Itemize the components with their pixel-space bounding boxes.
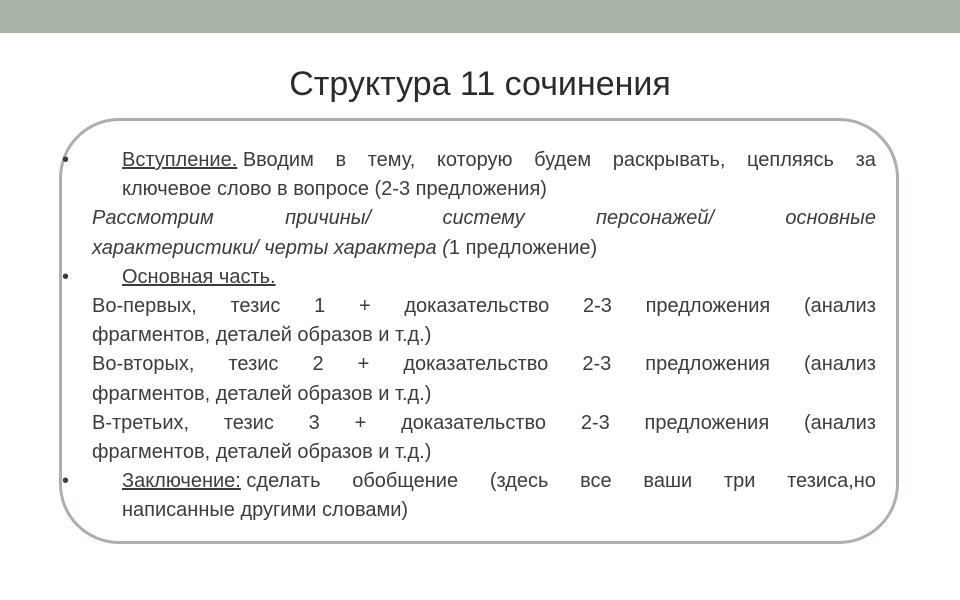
- intro-heading: Вступление.: [122, 149, 238, 171]
- point-3-line-1: В-третьих, тезис 3 + доказательство 2-3 предложения (анализ: [92, 411, 876, 434]
- word: тему,: [367, 149, 416, 171]
- intro-line-1: [62, 146, 876, 175]
- point-3-line-2: фрагментов, деталей образов и т.д.): [92, 441, 432, 464]
- word: будем: [534, 149, 592, 171]
- intro-note-line-1: [92, 204, 876, 233]
- bullet-icon: •: [62, 149, 70, 171]
- word: раскрывать,: [612, 149, 726, 171]
- top-accent-bar: [0, 0, 960, 33]
- word: обобщение: [352, 470, 459, 493]
- conclusion-line-1: [62, 467, 876, 496]
- word: основные: [785, 207, 876, 230]
- slide-title: Структура 11 сочинения: [289, 65, 671, 103]
- word: Рассмотрим: [92, 207, 214, 230]
- conclusion-heading: Заключение:: [122, 470, 241, 493]
- word: причины/: [285, 207, 372, 230]
- word: за: [855, 149, 876, 171]
- slide-content: [62, 146, 876, 526]
- conclusion-first-word: Заключение: сделать: [122, 470, 321, 493]
- word: персонажей/: [595, 207, 715, 230]
- word: цепляясь: [747, 149, 834, 171]
- point-2-line-2: фрагментов, деталей образов и т.д.): [92, 382, 432, 405]
- word: (здесь: [489, 470, 549, 493]
- point-2-line-1: Во-вторых, тезис 2 + доказательство 2-3 предложения (анализ: [92, 353, 876, 376]
- main-heading: Основная часть.: [122, 265, 276, 288]
- intro-line-2: ключевое слово в вопросе (2-3 предложения): [122, 178, 547, 201]
- intro-note-line-2: характеристики/ черты характера ( 1 предложение): [92, 236, 598, 259]
- word: ваши: [643, 470, 693, 493]
- word: систему: [442, 207, 525, 230]
- word: в: [335, 149, 347, 171]
- word: тезиса,но: [787, 470, 876, 493]
- intro-first-word: Вступление. Вводим: [122, 149, 314, 171]
- word: которую: [436, 149, 513, 171]
- conclusion-line-2: написанные другими словами): [122, 499, 409, 522]
- point-1-line-1: Во-первых, тезис 1 + доказательство 2-3 предложения (анализ: [92, 295, 876, 318]
- bullet-icon: •: [62, 265, 70, 288]
- point-1-line-2: фрагментов, деталей образов и т.д.): [92, 324, 432, 347]
- main-heading-line: [62, 263, 876, 292]
- word: три: [723, 470, 756, 493]
- word: все: [580, 470, 612, 493]
- bullet-icon: •: [62, 470, 70, 493]
